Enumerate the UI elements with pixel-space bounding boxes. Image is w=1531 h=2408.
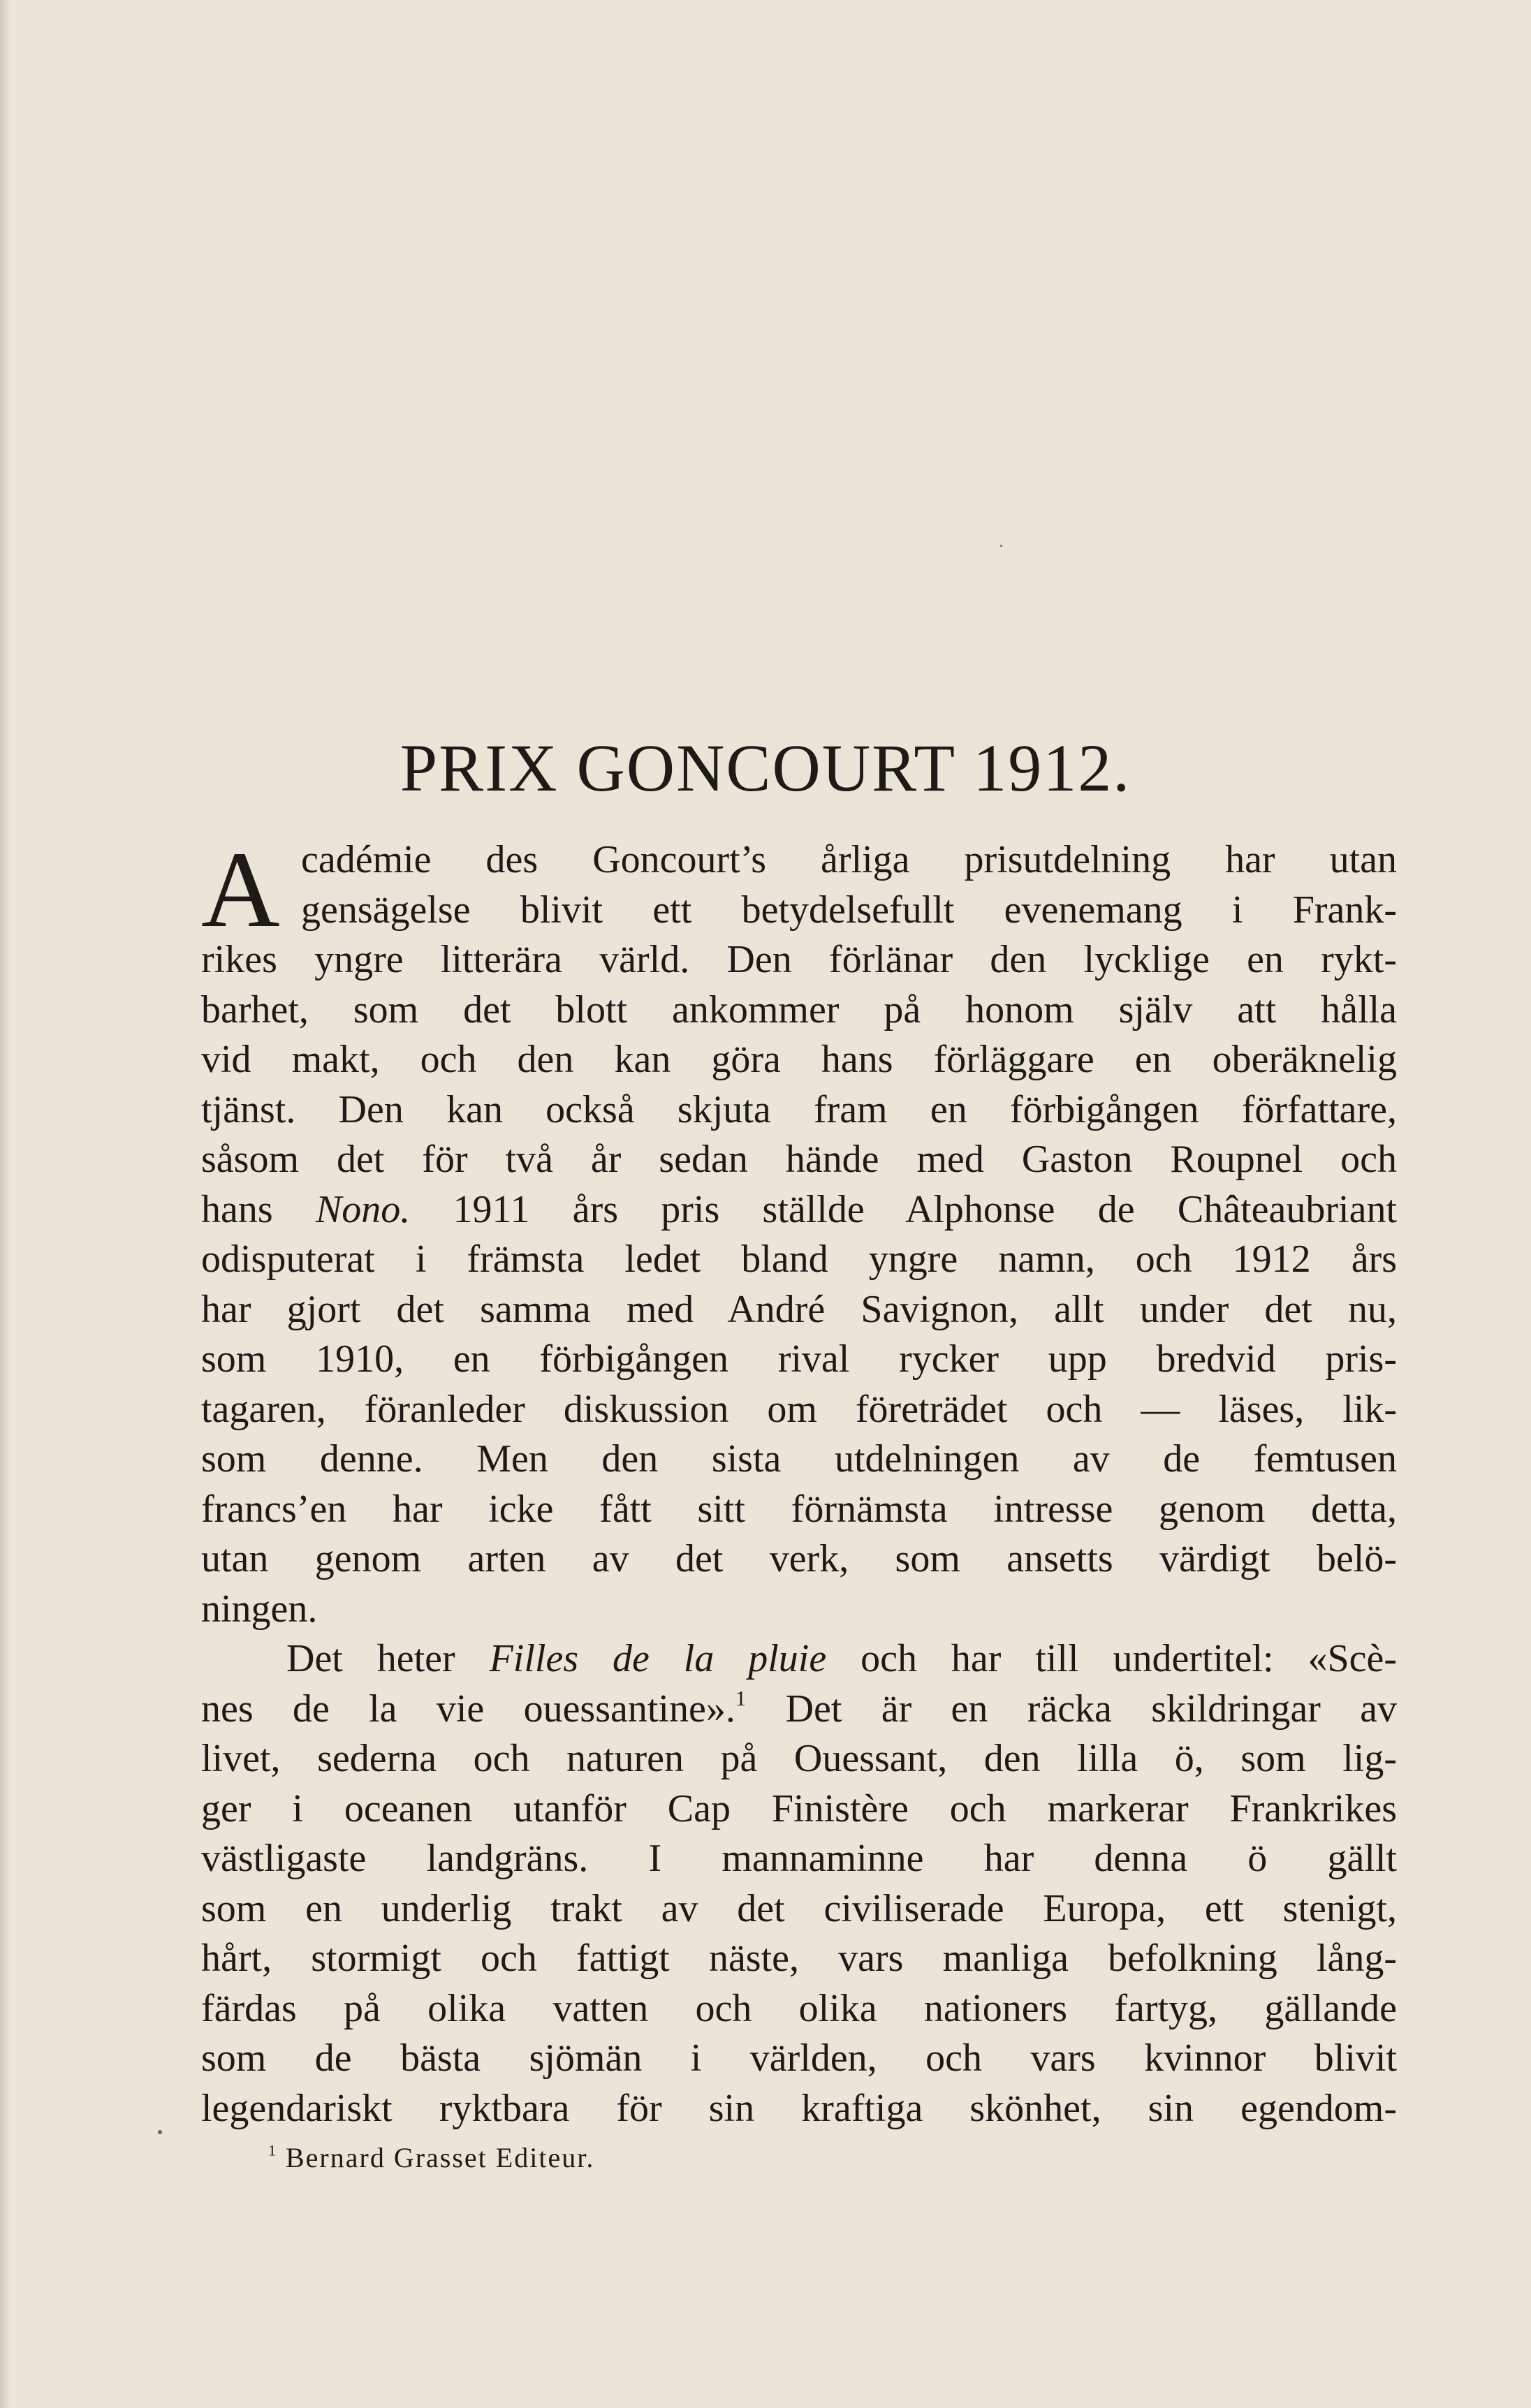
text-line: som denne. Men den sista utdelningen av de femtusen — [201, 1437, 1397, 1481]
paragraph-1 — [201, 829, 1398, 1634]
text-line: livet, sederna och naturen på Ouessant, den lilla ö, som lig- — [201, 1737, 1397, 1780]
footnote — [268, 2138, 594, 2178]
paper-speck — [1000, 545, 1002, 547]
book-title-nono: Nono. — [315, 1187, 411, 1231]
text-line: hårt, stormigt och fattigt näste, vars manliga befolkning lång- — [201, 1937, 1397, 1980]
footnote-text: Bernard Grasset Editeur. — [286, 2142, 595, 2173]
paper-speck — [158, 2130, 162, 2134]
drop-cap: A — [201, 829, 280, 950]
text-line — [201, 1684, 1397, 1735]
text-line: ger i oceanen utanför Cap Finistère och markerar Frankrikes — [201, 1786, 1397, 1830]
text-line: vid makt, och den kan göra hans förläggare en oberäknelig — [201, 1038, 1397, 1081]
text-line: har gjort det samma med André Savignon, allt under det nu, — [201, 1287, 1397, 1331]
text-line: västligaste landgräns. I mannaminne har denna ö gällt — [201, 1837, 1397, 1880]
text-line: tjänst. Den kan också skjuta fram en förbigången författare, — [201, 1087, 1397, 1131]
text-line: såsom det för två år sedan hände med Gaston Roupnel och — [201, 1138, 1397, 1181]
page-edge — [0, 0, 10, 2408]
text-line: tagaren, föranleder diskussion om företrädet och — läses, lik- — [201, 1387, 1397, 1431]
chapter-title: PRIX GONCOURT 1912. — [400, 731, 1131, 805]
text-line: som en underlig trakt av det civiliserade Europa, ett stenigt, — [201, 1886, 1397, 1930]
text-fragment: 1911 års pris ställde Alphonse de Châteaubriant — [453, 1187, 1398, 1231]
footnote-reference: 1 — [735, 1686, 747, 1710]
book-title-filles-de-la-pluie: Filles de la pluie — [489, 1637, 827, 1680]
text-fragment: Det är en räcka skildringar av — [785, 1687, 1398, 1731]
footnote-mark: 1 — [268, 2141, 277, 2159]
text-line: francs’en har icke fått sitt förnämsta intresse genom detta, — [201, 1487, 1397, 1531]
text-line: rikes yngre litterära värld. Den förlänar den lycklige en rykt- — [201, 938, 1397, 981]
text-line — [201, 1634, 1397, 1684]
text-line: färdas på olika vatten och olika nationers fartyg, gällande — [201, 1986, 1397, 2030]
text-fragment: hans — [201, 1187, 273, 1231]
text-line: barhet, som det blott ankommer på honom själv att hålla — [201, 988, 1397, 1032]
text-line: gensägelse blivit ett betydelsefullt evenemang i Frank- — [301, 888, 1397, 932]
text-line: utan genom arten av det verk, som ansetts värdigt belö- — [201, 1537, 1397, 1580]
text-fragment: nes de la vie ouessantine». — [201, 1687, 735, 1731]
text-fragment: och har till undertitel: «Scè- — [860, 1637, 1398, 1680]
body-text — [201, 829, 1398, 2134]
text-line: cadémie des Goncourt’s årliga prisutdelning har utan — [301, 838, 1397, 881]
text-line: som de bästa sjömän i världen, och vars kvinnor blivit — [201, 2036, 1397, 2080]
text-line: ningen. — [201, 1587, 318, 1631]
text-line: som 1910, en förbigången rival rycker upp bredvid pris- — [201, 1337, 1397, 1381]
text-line: odisputerat i främsta ledet bland yngre namn, och 1912 års — [201, 1238, 1397, 1281]
text-line — [201, 1185, 1397, 1235]
text-line: legendariskt ryktbara för sin kraftiga skönhet, sin egendom- — [201, 2086, 1397, 2130]
text-fragment: Det heter — [286, 1637, 455, 1680]
paragraph-2 — [201, 1634, 1397, 2134]
